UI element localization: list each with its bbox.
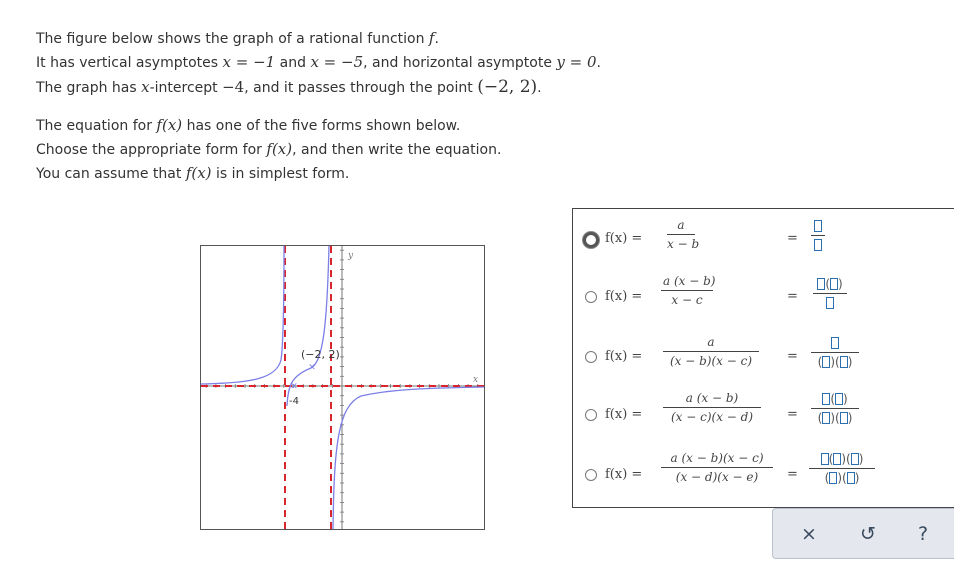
curve-left-branch (201, 246, 284, 384)
math-intercept: −4 (222, 78, 245, 96)
math-point: (−2, 2) (477, 77, 538, 97)
answer-box[interactable] (833, 453, 841, 465)
math-fx: f(x) (185, 164, 212, 182)
problem-text: , and then write the equation. (292, 142, 502, 158)
curve-right-branch (333, 387, 484, 529)
option-5 (573, 443, 954, 503)
option-3-numerator: a (707, 335, 715, 349)
equals-sign: = (787, 349, 798, 364)
option-3 (573, 327, 954, 387)
option-4-lhs: f(x) = (605, 407, 643, 422)
option-3-denominator: (x − b)(x − c) (669, 354, 753, 368)
point-label: (−2, 2) (301, 348, 340, 361)
equals-sign: = (787, 407, 798, 422)
y-axis-label: y (348, 251, 354, 261)
option-1-numerator: a (677, 218, 685, 232)
problem-text: It has vertical asymptotes (36, 55, 219, 71)
option-2-lhs: f(x) = (605, 289, 643, 304)
answer-box[interactable] (822, 412, 830, 424)
option-4-numerator: a (x − b) (685, 391, 739, 405)
math-f: f (428, 29, 435, 47)
option-2 (573, 267, 954, 327)
answer-box[interactable] (822, 356, 830, 368)
x-axis-label: x (473, 375, 479, 385)
math-fx: f(x) (266, 140, 293, 158)
answer-box[interactable] (830, 278, 838, 290)
problem-line-4 (36, 116, 460, 134)
problem-text: . (596, 55, 601, 71)
answer-box[interactable] (851, 453, 859, 465)
close-icon: × (801, 523, 817, 545)
intercept-label: -4 (289, 396, 299, 407)
option-5-denominator: (x − d)(x − e) (675, 470, 759, 484)
option-4-denominator: (x − c)(x − d) (670, 410, 754, 424)
option-4 (573, 385, 954, 445)
undo-icon: ↺ (860, 523, 876, 545)
undo-button[interactable] (855, 521, 881, 547)
option-1-answer (811, 219, 825, 252)
option-2-formula (661, 274, 716, 307)
answer-box[interactable] (814, 239, 822, 251)
answer-box[interactable] (840, 412, 848, 424)
problem-text: The figure below shows the graph of a rational function (36, 31, 425, 47)
math-fx: f(x) (156, 116, 183, 134)
answer-box[interactable] (822, 393, 830, 405)
problem-text: Choose the appropriate form for (36, 142, 262, 158)
equals-sign: = (787, 467, 798, 482)
answer-box[interactable] (831, 337, 839, 349)
math-asymptote-2: x = −5 (310, 53, 364, 71)
option-3-radio[interactable] (585, 351, 597, 363)
option-3-lhs: f(x) = (605, 349, 643, 364)
equals-sign: = (787, 289, 798, 304)
problem-line-3 (36, 77, 542, 97)
problem-text: , and horizontal asymptote (363, 55, 552, 71)
option-4-answer: ( ) ( )( ) (811, 392, 859, 425)
option-1-formula (667, 218, 700, 251)
intercept-marker: ✕ (290, 382, 298, 392)
math-x: x (141, 78, 150, 96)
problem-line-1: The figure below shows the graph of a rational function f. (36, 29, 439, 47)
option-1-radio[interactable] (583, 232, 599, 248)
option-1-lhs: f(x) = (605, 231, 643, 246)
option-4-radio[interactable] (585, 409, 597, 421)
answer-panel (572, 208, 954, 508)
answer-toolbar (772, 508, 954, 559)
option-2-radio[interactable] (585, 291, 597, 303)
problem-text: is in simplest form. (215, 166, 350, 182)
help-icon: ? (917, 523, 929, 545)
answer-box[interactable] (817, 278, 825, 290)
problem-text: -intercept (149, 80, 218, 96)
answer-box[interactable] (814, 220, 822, 232)
answer-box[interactable] (826, 297, 834, 309)
problem-line-5 (36, 140, 501, 158)
option-1 (573, 209, 954, 269)
option-2-answer: ( ) (813, 277, 847, 310)
option-2-denominator: x − c (671, 293, 703, 307)
answer-box[interactable] (840, 356, 848, 368)
function-graph (200, 245, 485, 530)
graph-canvas (201, 246, 484, 529)
option-3-answer: ( )( ) (811, 336, 859, 369)
option-5-answer: ( )( ) ( )( ) (809, 452, 875, 485)
problem-text: The graph has (36, 80, 137, 96)
option-3-formula (663, 335, 759, 368)
option-1-denominator: x − b (667, 237, 700, 251)
equals-sign: = (787, 231, 798, 246)
problem-text: The equation for (36, 118, 152, 134)
problem-text: You can assume that (36, 166, 182, 182)
problem-text: . (537, 80, 542, 96)
answer-box[interactable] (821, 453, 829, 465)
option-4-formula (663, 391, 761, 424)
option-5-formula (661, 451, 773, 484)
option-5-radio[interactable] (585, 469, 597, 481)
math-asymptote-1: x = −1 (222, 53, 276, 71)
math-horizontal-asymptote: y = 0 (556, 53, 597, 71)
point-marker: ✕ (308, 363, 316, 373)
problem-line-6 (36, 164, 349, 182)
answer-box[interactable] (847, 472, 855, 484)
clear-button[interactable] (796, 521, 822, 547)
option-5-numerator: a (x − b)(x − c) (670, 451, 764, 465)
option-5-lhs: f(x) = (605, 467, 643, 482)
answer-box[interactable] (835, 393, 843, 405)
answer-box[interactable] (829, 472, 837, 484)
problem-text: and (279, 55, 306, 71)
problem-text: , and it passes through the point (244, 80, 473, 96)
help-button[interactable] (910, 521, 936, 547)
problem-text: has one of the five forms shown below. (186, 118, 461, 134)
option-2-numerator: a (x − b) (663, 274, 716, 288)
problem-line-2 (36, 53, 601, 71)
